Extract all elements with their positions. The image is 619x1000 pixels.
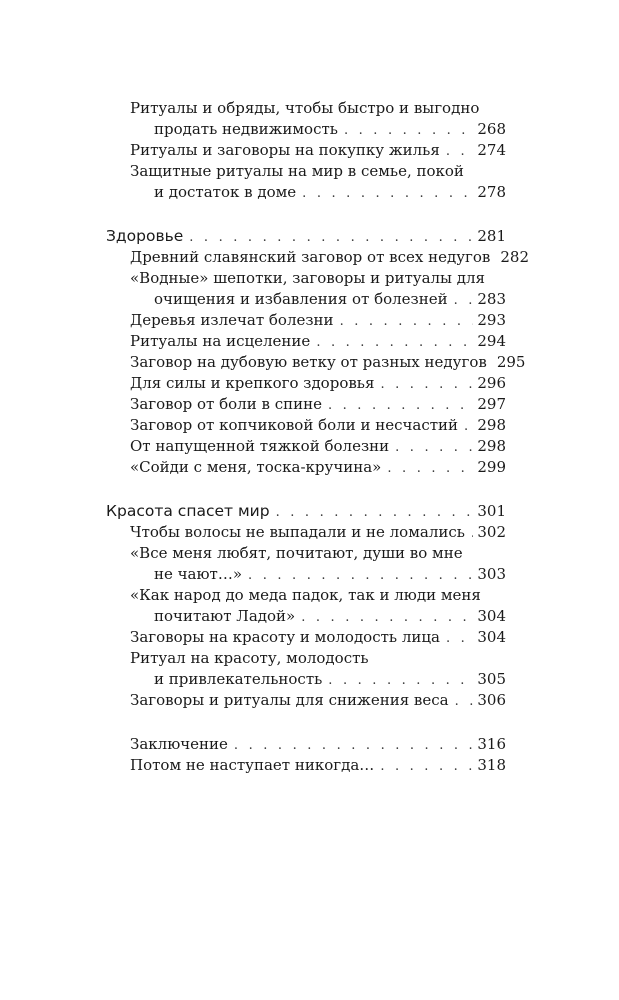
toc-entry[interactable] [106, 140, 506, 161]
toc-entry[interactable] [106, 119, 506, 140]
page-number: 304 [477, 628, 506, 646]
toc-section-heading[interactable] [106, 226, 506, 247]
toc-entry[interactable] [106, 394, 506, 415]
toc-entry-line [106, 161, 506, 182]
toc-entry[interactable] [106, 755, 506, 776]
toc-entry[interactable] [106, 522, 506, 543]
dot-leader [344, 120, 473, 141]
toc-entry[interactable] [106, 182, 506, 203]
toc-section-heading[interactable] [106, 501, 506, 522]
page-number: 302 [477, 523, 506, 541]
dot-leader [446, 628, 473, 649]
dot-leader [380, 374, 473, 395]
toc-entry-title: очищения и избавления от болезней [154, 290, 448, 308]
page-number: 301 [477, 502, 506, 520]
toc-entry[interactable] [106, 331, 506, 352]
dot-leader [464, 416, 473, 437]
dot-leader [301, 607, 473, 628]
page-number: 297 [477, 395, 506, 413]
dot-leader [454, 290, 474, 311]
toc-entry-title: «Все меня любят, почитают, души во мне [130, 544, 463, 562]
toc-entry[interactable] [106, 373, 506, 394]
page-number: 283 [477, 290, 506, 308]
toc-entry[interactable] [106, 669, 506, 690]
dot-leader [328, 395, 473, 416]
toc-entry[interactable] [106, 690, 506, 711]
table-of-contents [106, 98, 530, 776]
toc-entry-title: «Водные» шепотки, заговоры и ритуалы для [130, 269, 485, 287]
page-number: 295 [496, 353, 526, 371]
toc-entry-title: Заговор от копчиковой боли и несчастий [130, 416, 459, 434]
page-number: 282 [500, 248, 530, 266]
toc-entry-title: Заговор на дубовую ветку от разных недугов [130, 353, 487, 371]
toc-entry-title: Чтобы волосы не выпадали и не ломались [130, 523, 465, 541]
toc-entry-title: Заговоры и ритуалы для снижения веса [130, 691, 449, 709]
page-number: 306 [477, 691, 506, 709]
toc-entry[interactable] [106, 457, 506, 478]
dot-leader [328, 670, 473, 691]
page-number: 305 [477, 670, 506, 688]
toc-entry-line [106, 98, 506, 119]
toc-entry-line [106, 268, 506, 289]
dot-leader [446, 141, 474, 162]
page-number: 274 [477, 141, 506, 159]
page-number: 298 [477, 437, 506, 455]
toc-entry-title: Деревья излечат болезни [130, 311, 334, 329]
toc-entry[interactable] [106, 289, 506, 310]
toc-entry-title: не чают…» [154, 565, 243, 583]
toc-entry-title: Древний славянский заговор от всех недугов [130, 248, 491, 266]
toc-entry-title: Ритуалы и обряды, чтобы быстро и выгодно [130, 99, 480, 117]
page-number: 303 [477, 565, 506, 583]
toc-entry-title: Ритуалы на исцеление [130, 332, 311, 350]
toc-entry[interactable] [106, 627, 506, 648]
dot-leader [248, 565, 473, 586]
toc-entry[interactable] [106, 247, 530, 268]
toc-entry-line [106, 585, 506, 606]
dot-leader [455, 691, 474, 712]
section-title: Красота спасет мир [106, 502, 270, 520]
page-number: 293 [477, 311, 506, 329]
toc-entry[interactable] [106, 734, 506, 755]
toc-entry[interactable] [106, 352, 526, 373]
toc-entry[interactable] [106, 606, 506, 627]
toc-entry-line [106, 648, 506, 669]
dot-leader [302, 183, 473, 204]
toc-entry-title: Ритуал на красоту, молодость [130, 649, 369, 667]
dot-leader [316, 332, 473, 353]
page-number: 294 [477, 332, 506, 350]
page-number: 268 [477, 120, 506, 138]
page-number: 278 [477, 183, 506, 201]
page-number: 281 [477, 227, 506, 245]
dot-leader [189, 227, 473, 248]
toc-entry[interactable] [106, 310, 506, 331]
toc-entry-title: и привлекательность [154, 670, 323, 688]
page-number: 316 [477, 735, 506, 753]
section-gap [106, 478, 506, 501]
toc-entry-title: «Как народ до меда падок, так и люди меня [130, 586, 481, 604]
page-number: 298 [477, 416, 506, 434]
dot-leader [395, 437, 473, 458]
dot-leader [276, 502, 474, 523]
toc-entry-line [106, 543, 506, 564]
toc-entry-title: Заключение [130, 735, 228, 753]
toc-entry-title: Защитные ритуалы на мир в семье, покой [130, 162, 464, 180]
section-gap [106, 203, 506, 226]
toc-entry-title: От напущенной тяжкой болезни [130, 437, 390, 455]
page-number: 318 [477, 756, 506, 774]
toc-entry-title: Заговоры на красоту и молодость лица [130, 628, 440, 646]
toc-entry-title: продать недвижимость [154, 120, 338, 138]
dot-leader [234, 735, 473, 756]
dot-leader [387, 458, 473, 479]
page-number: 299 [477, 458, 506, 476]
toc-entry-title: и достаток в доме [154, 183, 297, 201]
toc-entry[interactable] [106, 436, 506, 457]
toc-entry-title: Ритуалы и заговоры на покупку жилья [130, 141, 440, 159]
page-number: 296 [477, 374, 506, 392]
page-number: 304 [477, 607, 506, 625]
toc-entry-title: Заговор от боли в спине [130, 395, 322, 413]
toc-entry[interactable] [106, 564, 506, 585]
section-gap [106, 711, 506, 734]
toc-entry-title: Для силы и крепкого здоровья [130, 374, 375, 392]
toc-entry[interactable] [106, 415, 506, 436]
section-title: Здоровье [106, 227, 184, 245]
dot-leader [340, 311, 474, 332]
toc-entry-title: Потом не наступает никогда… [130, 756, 375, 774]
toc-entry-title: почитают Ладой» [154, 607, 296, 625]
toc-entry-title: «Сойди с меня, тоска-кручина» [130, 458, 382, 476]
dot-leader [380, 756, 473, 777]
dot-leader [471, 523, 473, 544]
